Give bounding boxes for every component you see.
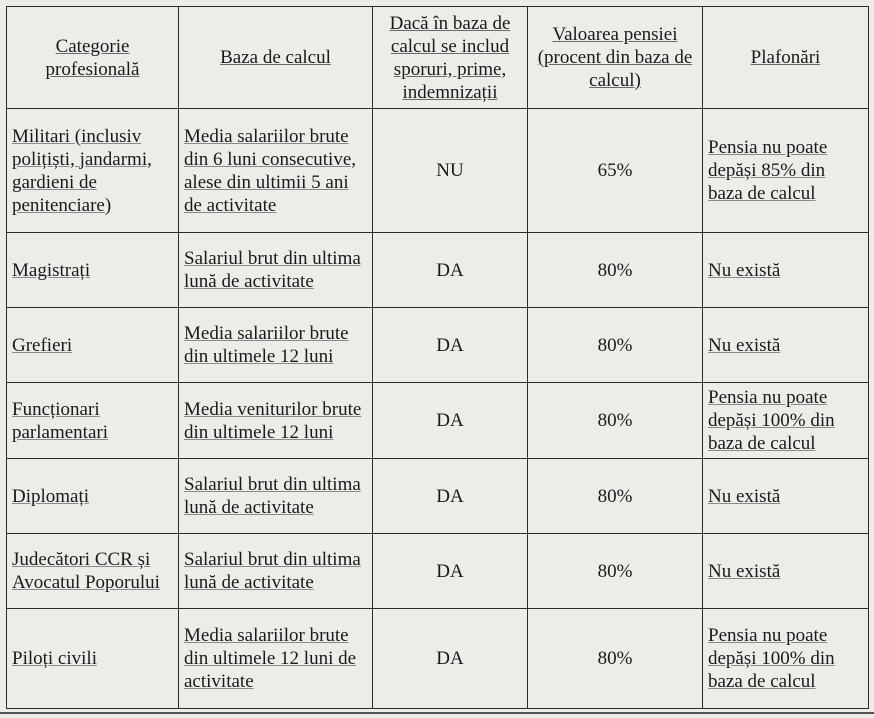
row-category: Judecători CCR și Avocatul Poporului <box>12 549 160 593</box>
header-basis: Baza de calcul <box>179 7 373 109</box>
special-pensions-table <box>6 6 869 709</box>
table-row <box>7 534 869 609</box>
table-row <box>7 609 869 709</box>
row-basis: Salariul brut din ultima lună de activitate <box>184 549 361 593</box>
row-value: 80% <box>528 383 703 459</box>
row-basis: Media salariilor brute din ultimele 12 luni de activitate <box>184 625 357 692</box>
row-category: Grefieri <box>12 334 73 356</box>
row-cap: Nu există <box>708 485 781 507</box>
header-value: Valoarea pensiei (procent din baza de calcul) <box>528 7 703 109</box>
header-included: Dacă în baza de calcul se includ sporuri, prime, indemnizații <box>373 7 528 109</box>
row-basis: Salariul brut din ultima lună de activitate <box>184 474 361 518</box>
row-basis: Salariul brut din ultima lună de activitate <box>184 248 361 292</box>
table-row <box>7 109 869 233</box>
header-row <box>7 7 869 109</box>
row-basis: Media salariilor brute din ultimele 12 luni <box>184 323 349 367</box>
row-value: 80% <box>528 308 703 383</box>
row-cap: Nu există <box>708 259 781 281</box>
row-category: Militari (inclusiv polițiști, jandarmi, gardieni de penitenciare) <box>12 125 152 216</box>
header-cap: Plafonări <box>703 7 869 109</box>
row-category: Funcționari parlamentari <box>12 398 109 443</box>
row-included: DA <box>373 233 528 308</box>
row-value: 80% <box>528 609 703 709</box>
row-category: Piloți civili <box>12 648 97 669</box>
row-included: NU <box>373 109 528 233</box>
row-included: DA <box>373 383 528 459</box>
table-row <box>7 233 869 308</box>
row-included: DA <box>373 459 528 534</box>
row-value: 80% <box>528 534 703 609</box>
row-included: DA <box>373 308 528 383</box>
row-category: Magistrați <box>12 259 91 281</box>
header-category: Categorie profesională <box>7 7 179 109</box>
row-cap: Pensia nu poate depăși 100% din baza de calcul <box>708 387 835 454</box>
row-included: DA <box>373 534 528 609</box>
row-cap: Pensia nu poate depăși 85% din baza de calcul <box>708 137 828 204</box>
row-cap: Nu există <box>708 334 781 356</box>
row-cap: Pensia nu poate depăși 100% din baza de calcul <box>708 625 835 692</box>
table-row <box>7 308 869 383</box>
row-value: 80% <box>528 233 703 308</box>
row-included: DA <box>373 609 528 709</box>
table-row <box>7 383 869 459</box>
table-row <box>7 459 869 534</box>
row-category: Diplomați <box>12 485 90 507</box>
row-value: 80% <box>528 459 703 534</box>
bottom-divider <box>0 712 874 714</box>
row-basis: Media veniturilor brute din ultimele 12 luni <box>184 398 362 443</box>
row-cap: Nu există <box>708 560 781 582</box>
row-basis: Media salariilor brute din 6 luni consecutive, alese din ultimii 5 ani de activitate <box>184 125 357 216</box>
row-value: 65% <box>528 109 703 233</box>
